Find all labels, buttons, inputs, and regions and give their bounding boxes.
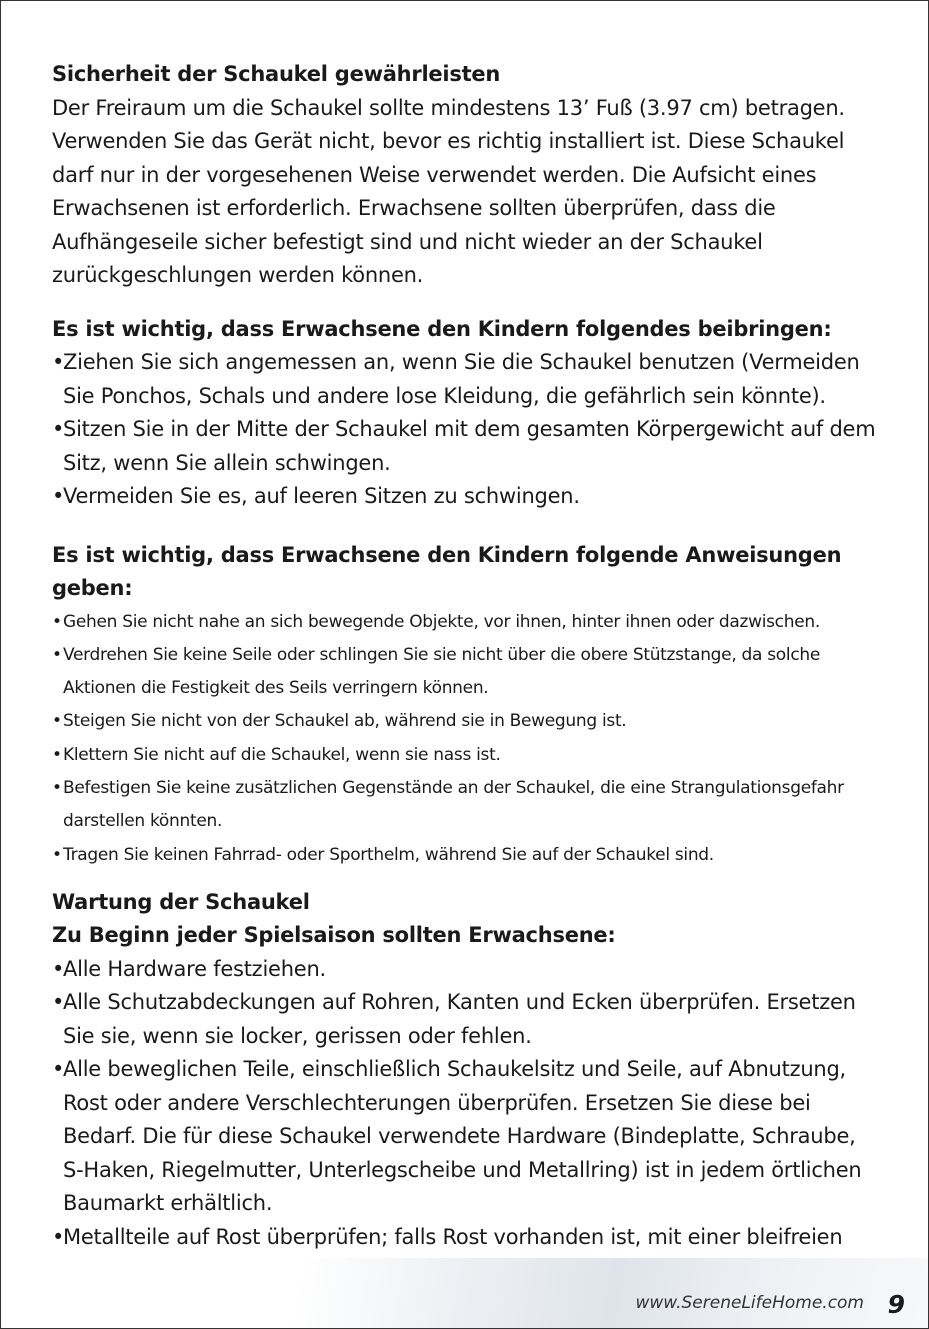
swing-safety-section bbox=[52, 58, 882, 293]
instructions-section bbox=[52, 539, 882, 872]
section-heading: Wartung der Schaukel bbox=[52, 889, 310, 914]
list-item: • Alle Hardware festziehen. bbox=[52, 953, 882, 987]
list-item: • Metallteile auf Rost überprüfen; falls Rost vorhanden ist, mit einer bleifreien bbox=[52, 1221, 882, 1288]
section-subheading: Zu Beginn jeder Spielsaison sollten Erwachsene: bbox=[52, 923, 616, 948]
list-item: • Alle beweglichen Teile, einschließlich Schaukelsitz und Seile, auf Abnutzung, Rost oder andere Verschlechterungen überprüfen. Ersetzen Sie diese bei Bedarf. Die für diese Schaukel verwendete Hardware (Bindeplatte, Schraube, S-Haken, Riegelmutter, Unterlegscheibe und Metallring) ist in jedem örtlichen Baumarkt erhältlich. bbox=[52, 1053, 882, 1221]
list-item: • Vermeiden Sie es, auf leeren Sitzen zu schwingen. bbox=[52, 480, 882, 514]
page-number: 9 bbox=[887, 1290, 905, 1319]
maintenance-section bbox=[52, 886, 882, 1288]
list-item: • Klettern Sie nicht auf die Schaukel, wenn sie nass ist. bbox=[52, 739, 882, 772]
section-body: Der Freiraum um die Schaukel sollte mindestens 13’ Fuß (3.97 cm) betragen. Verwenden Sie das Gerät nicht, bevor es richtig installiert ist. Diese Schaukel darf nur in der vorgesehenen Weise verwendet werden. Die Aufsicht eines Erwachsenen ist erforderlich. Erwachsene sollten überprüfen, dass die Aufhängeseile sicher befestigt sind und nicht wieder an der Schaukel zurückgeschlungen werden können. bbox=[52, 95, 845, 287]
list-item: • Verdrehen Sie keine Seile oder schlingen Sie sie nicht über die obere Stützstange, da solche Aktionen die Festigkeit des Seils verringern können. bbox=[52, 639, 882, 706]
list-item: • Befestigen Sie keine zusätzlichen Gegenstände an der Schaukel, die eine Strangulationsgefahr darstellen könnten. bbox=[52, 772, 882, 839]
footer-website-link[interactable]: www.SereneLifeHome.com bbox=[635, 1293, 864, 1313]
list-item: • Gehen Sie nicht nahe an sich bewegende Objekte, vor ihnen, hinter ihnen oder dazwischen. bbox=[52, 606, 882, 639]
section-heading: Sicherheit der Schaukel gewährleisten bbox=[52, 62, 501, 86]
list-item: • Alle Schutzabdeckungen auf Rohren, Kanten und Ecken überprüfen. Ersetzen Sie sie, wenn sie locker, gerissen oder fehlen. bbox=[52, 986, 882, 1053]
teach-children-section bbox=[52, 313, 882, 514]
bullet-list bbox=[52, 953, 882, 1288]
list-item: • Sitzen Sie in der Mitte der Schaukel mit dem gesamten Körpergewicht auf dem Sitz, wenn Sie allein schwingen. bbox=[52, 413, 882, 480]
section-heading: Es ist wichtig, dass Erwachsene den Kindern folgende Anweisungen geben: bbox=[52, 542, 842, 600]
list-item: • Steigen Sie nicht von der Schaukel ab, während sie in Bewegung ist. bbox=[52, 705, 882, 738]
list-item: • Ziehen Sie sich angemessen an, wenn Sie die Schaukel benutzen (Vermeiden Sie Ponchos, Schals und andere lose Kleidung, die gefährlich sein könnte). bbox=[52, 346, 882, 413]
bullet-list bbox=[52, 606, 882, 872]
list-item: • Tragen Sie keinen Fahrrad- oder Sporthelm, während Sie auf der Schaukel sind. bbox=[52, 839, 882, 872]
manual-content bbox=[52, 58, 882, 1288]
section-heading: Es ist wichtig, dass Erwachsene den Kindern folgendes beibringen: bbox=[52, 316, 832, 341]
bullet-list bbox=[52, 346, 882, 514]
